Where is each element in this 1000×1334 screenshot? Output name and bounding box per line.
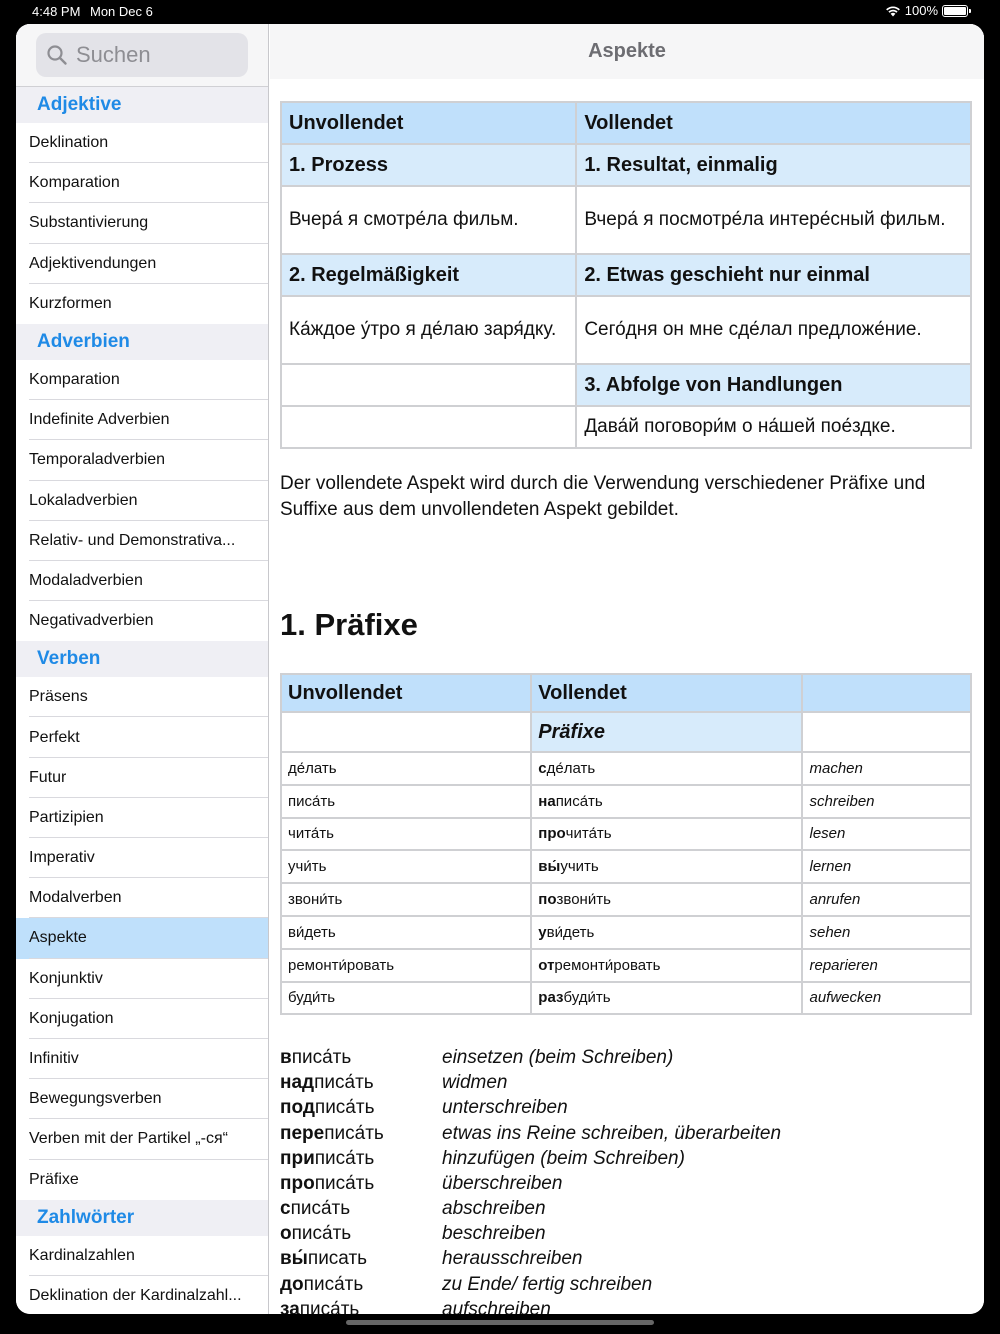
table-row (281, 254, 971, 296)
verb-prefix: до (280, 1273, 304, 1295)
sidebar-item[interactable] (16, 959, 268, 999)
verb-prefix: за (280, 1298, 300, 1314)
verb-stem: чита́ть (565, 825, 612, 843)
perfective-verb (531, 949, 802, 982)
table-cell: Сего́дня он мне сде́лал предложе́ние. (576, 296, 971, 364)
status-date: Mon Dec 6 (90, 4, 153, 19)
table-row (281, 296, 971, 364)
verb-prefix: над (280, 1072, 315, 1094)
verb-prefix: с (538, 759, 547, 777)
sidebar-item-label: Kurzformen (29, 294, 112, 312)
table-header-cell: Unvollendet (281, 674, 531, 712)
aspect-table (280, 101, 972, 449)
verb-list-item (280, 1096, 972, 1121)
verb-prefix: от (538, 956, 555, 974)
sidebar-list (16, 87, 268, 1314)
table-header-cell: Unvollendet (281, 102, 576, 144)
verb-list-item (280, 1146, 972, 1171)
table-cell (281, 406, 576, 448)
sidebar-section-header: Adverbien (16, 324, 268, 360)
verb-prefix: раз (538, 989, 564, 1007)
sidebar-item-label: Adjektivendungen (29, 254, 157, 272)
table-cell: 1. Prozess (281, 144, 576, 186)
table-header-cell (802, 674, 971, 712)
perfective-verb (531, 982, 802, 1015)
sidebar-item-label: Modalverben (29, 889, 122, 907)
verb-list-item (280, 1197, 972, 1222)
translation: zu Ende/ fertig schreiben (442, 1273, 653, 1295)
sidebar-item[interactable] (16, 838, 268, 878)
verb-stem: ви́деть (546, 923, 595, 941)
perfective-verb (531, 883, 802, 916)
sidebar-item-label: Negativadverbien (29, 612, 154, 630)
imperfective-verb: звони́ть (281, 883, 531, 916)
verb-prefix: вы́ (280, 1248, 308, 1270)
verb-prefix: в (280, 1046, 292, 1068)
verb-stem: писа́ть (314, 1072, 374, 1094)
verb-prefix: с (280, 1198, 291, 1220)
translation: etwas ins Reine schreiben, überarbeiten (442, 1122, 782, 1144)
sidebar-item[interactable] (16, 1160, 268, 1200)
russian-verb (280, 1299, 442, 1314)
sidebar-item[interactable] (16, 400, 268, 440)
russian-verb (280, 1072, 442, 1094)
status-time: 4:48 PM (32, 4, 81, 19)
verb-stem: писа́ть (290, 1198, 351, 1220)
verb-list-item (280, 1071, 972, 1096)
russian-verb (280, 1097, 442, 1119)
sidebar-item[interactable] (16, 561, 268, 601)
table-row (281, 818, 971, 851)
status-bar (0, 0, 1000, 24)
sidebar-item-label: Komparation (29, 371, 120, 389)
verb-list-item (280, 1272, 972, 1297)
table-row (281, 364, 971, 406)
table-cell (802, 712, 971, 752)
table-cell (281, 364, 576, 406)
translation: reparieren (802, 949, 971, 982)
verb-prefix: про (538, 825, 566, 843)
sidebar-item-label: Aspekte (29, 929, 87, 947)
translation: machen (802, 752, 971, 785)
search-placeholder: Suchen (76, 42, 151, 67)
table-row (281, 916, 971, 949)
table-cell: Ка́ждое у́тро я де́лаю заря́дку. (281, 296, 576, 364)
sidebar-item-label: Lokaladverbien (29, 491, 138, 509)
russian-verb (280, 1047, 442, 1069)
table-cell: 2. Etwas geschieht nur einmal (576, 254, 971, 296)
sidebar-item[interactable] (16, 163, 268, 203)
sidebar-item-label: Modaladverbien (29, 571, 143, 589)
verb-list-item (280, 1121, 972, 1146)
translation: abschreiben (442, 1198, 546, 1220)
sidebar-item-label: Komparation (29, 174, 120, 192)
table-subheader-cell: Präfixe (531, 712, 802, 752)
sidebar-item-label: Substantivierung (29, 214, 149, 232)
sidebar-item[interactable] (16, 440, 268, 480)
sidebar-item[interactable] (16, 1236, 268, 1276)
sidebar-item-label: Deklination (29, 134, 109, 152)
sidebar-item-label: Präfixe (29, 1170, 79, 1188)
table-cell (281, 712, 531, 752)
table-row (281, 785, 971, 818)
verb-stem: писа́ть (291, 1223, 352, 1245)
sidebar-item-label: Konjunktiv (29, 969, 103, 987)
sidebar-item[interactable] (16, 918, 268, 958)
verb-stem: писа́ть (314, 1097, 375, 1119)
perfective-verb (531, 752, 802, 785)
imperfective-verb: ремонти́ровать (281, 949, 531, 982)
translation: lernen (802, 850, 971, 883)
perfective-verb (531, 916, 802, 949)
translation: unterschreiben (442, 1097, 568, 1119)
battery-percent: 100% (904, 3, 938, 18)
sidebar-item[interactable] (16, 203, 268, 243)
verb-stem: де́лать (546, 759, 596, 777)
verb-stem: писа́ть (314, 1147, 375, 1169)
verb-prefix: у (538, 923, 547, 941)
sidebar-item-label: Perfekt (29, 728, 80, 746)
sidebar-item[interactable] (16, 1119, 268, 1159)
main-content (270, 24, 984, 1314)
table-cell: Дава́й поговори́м о на́шей пое́здке. (576, 406, 971, 448)
verb-list-item (280, 1297, 972, 1314)
sidebar-item-label: Verben mit der Partikel „-ся“ (29, 1130, 228, 1148)
intro-paragraph: Der vollendete Aspekt wird durch die Verwendung verschiedener Präfixe und Suffixe aus dem unvollendeten Aspekt gebildet. (280, 473, 926, 520)
sidebar-item[interactable] (16, 284, 268, 324)
sidebar-item[interactable] (16, 878, 268, 918)
translation: sehen (802, 916, 971, 949)
verb-stem: писа́ть (291, 1046, 352, 1068)
nav-bar (270, 24, 984, 79)
sidebar-item[interactable] (16, 481, 268, 521)
table-cell: 2. Regelmäßigkeit (281, 254, 576, 296)
russian-verb (280, 1148, 442, 1170)
table-header-cell: Vollendet (531, 674, 802, 712)
verb-list (280, 1045, 972, 1314)
search-input[interactable] (36, 33, 248, 77)
table-row (281, 144, 971, 186)
article (270, 79, 984, 1314)
translation: aufschreiben (442, 1298, 551, 1314)
sidebar-item-label: Kardinalzahlen (29, 1246, 135, 1264)
sidebar-item[interactable] (16, 798, 268, 838)
sidebar-item-label: Temporaladverbien (29, 451, 166, 469)
verb-prefix: под (280, 1097, 315, 1119)
imperfective-verb: чита́ть (281, 818, 531, 851)
table-row (281, 949, 971, 982)
perfective-verb (531, 850, 802, 883)
verb-stem: писа́ть (314, 1172, 375, 1194)
russian-verb (280, 1123, 442, 1145)
sidebar-item[interactable] (16, 717, 268, 757)
perfective-verb (531, 785, 802, 818)
table-header-row (281, 674, 971, 712)
sidebar-item-label: Futur (29, 768, 67, 786)
verb-stem: ремонти́ровать (554, 956, 661, 974)
imperfective-verb: буди́ть (281, 982, 531, 1015)
table-header-row (281, 102, 971, 144)
sidebar-section-header: Verben (16, 641, 268, 677)
translation: beschreiben (442, 1223, 546, 1245)
search-bar (16, 24, 268, 87)
translation: hinzufügen (beim Schreiben) (442, 1147, 685, 1169)
translation: schreiben (802, 785, 971, 818)
sidebar-item-label: Präsens (29, 688, 88, 706)
table-row (281, 883, 971, 916)
imperfective-verb: учи́ть (281, 850, 531, 883)
verb-prefix: вы́ (538, 858, 561, 876)
table-row (281, 982, 971, 1015)
sidebar (16, 24, 269, 1314)
verb-list-item (280, 1171, 972, 1196)
sidebar-item[interactable] (16, 123, 268, 163)
table-row (281, 186, 971, 254)
sidebar-item[interactable] (16, 601, 268, 641)
verb-prefix: при (280, 1147, 315, 1169)
verb-stem: писа́ть (303, 1273, 364, 1295)
sidebar-item[interactable] (16, 1276, 268, 1314)
sidebar-item[interactable] (16, 1079, 268, 1119)
verb-prefix: про (280, 1172, 315, 1194)
table-cell: 3. Abfolge von Handlungen (576, 364, 971, 406)
verb-stem: писа́ть (555, 792, 603, 810)
sidebar-item-label: Konjugation (29, 1009, 114, 1027)
sidebar-item[interactable] (16, 244, 268, 284)
home-indicator[interactable] (346, 1320, 654, 1325)
sidebar-item-label: Partizipien (29, 808, 104, 826)
wifi-icon (885, 5, 901, 17)
verb-stem: писа́ть (324, 1122, 384, 1144)
battery-icon (942, 5, 968, 17)
app-window (16, 24, 984, 1314)
imperfective-verb: писа́ть (281, 785, 531, 818)
verb-list-item (280, 1222, 972, 1247)
table-row (281, 752, 971, 785)
translation: widmen (442, 1072, 508, 1094)
sidebar-item-label: Relativ- und Demonstrativa... (29, 531, 236, 549)
sidebar-item-label: Imperativ (29, 849, 95, 867)
verb-prefix: о (280, 1223, 292, 1245)
sidebar-section-header: Zahlwörter (16, 1200, 268, 1236)
sidebar-item[interactable] (16, 521, 268, 561)
verb-prefix: по (538, 891, 557, 909)
verb-stem: буди́ть (563, 989, 611, 1007)
perfective-verb (531, 818, 802, 851)
sidebar-section-header: Adjektive (16, 87, 268, 123)
translation: aufwecken (802, 982, 971, 1015)
russian-verb (280, 1274, 442, 1296)
russian-verb (280, 1248, 442, 1270)
sidebar-item[interactable] (16, 1039, 268, 1079)
search-icon (46, 44, 68, 66)
page-title: Aspekte (588, 40, 666, 62)
section-heading: 1. Präfixe (280, 607, 418, 642)
table-header-cell: Vollendet (576, 102, 971, 144)
table-cell: Вчера́ я посмотре́ла интере́сный фильм. (576, 186, 971, 254)
verb-stem: писа́ть (299, 1298, 360, 1314)
sidebar-item[interactable] (16, 758, 268, 798)
russian-verb (280, 1198, 442, 1220)
sidebar-item-label: Indefinite Adverbien (29, 411, 170, 429)
imperfective-verb: ви́деть (281, 916, 531, 949)
table-row (281, 406, 971, 448)
verb-stem: учить (560, 858, 599, 876)
sidebar-item-label: Infinitiv (29, 1050, 79, 1068)
verb-list-item (280, 1247, 972, 1272)
translation: anrufen (802, 883, 971, 916)
imperfective-verb: де́лать (281, 752, 531, 785)
sidebar-item[interactable] (16, 360, 268, 400)
table-cell: Вчера́ я смотре́ла фильм. (281, 186, 576, 254)
verb-list-item (280, 1045, 972, 1070)
table-cell: 1. Resultat, einmalig (576, 144, 971, 186)
verb-stem: звони́ть (556, 891, 611, 909)
russian-verb (280, 1223, 442, 1245)
verb-stem: писать (307, 1248, 368, 1270)
sidebar-item[interactable] (16, 677, 268, 717)
sidebar-item-label: Deklination der Kardinalzahl... (29, 1286, 242, 1304)
russian-verb (280, 1173, 442, 1195)
translation: überschreiben (442, 1172, 563, 1194)
translation: einsetzen (beim Schreiben) (442, 1046, 674, 1068)
sidebar-item-label: Bewegungsverben (29, 1090, 162, 1108)
verb-prefix: пере (280, 1122, 325, 1144)
translation: herausschreiben (442, 1248, 583, 1270)
prefix-table (280, 673, 972, 1015)
table-subheader-row (281, 712, 971, 752)
table-row (281, 850, 971, 883)
verb-prefix: на (538, 792, 556, 810)
translation: lesen (802, 818, 971, 851)
sidebar-item[interactable] (16, 999, 268, 1039)
